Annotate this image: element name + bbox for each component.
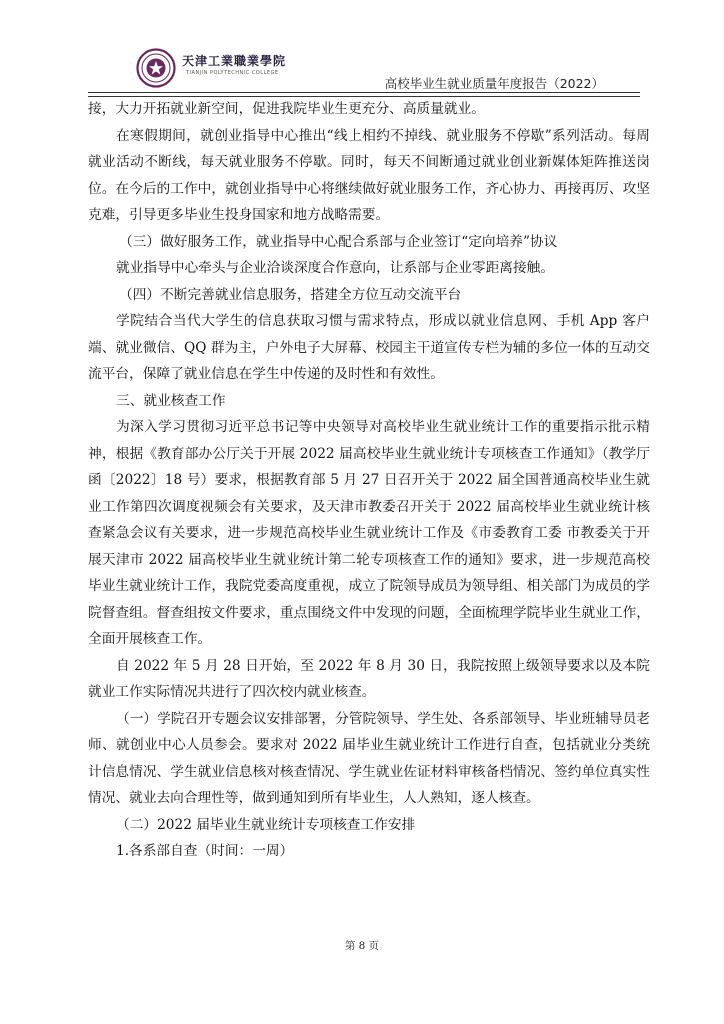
section-heading: （四）不断完善就业信息服务，搭建全方位互动交流平台 bbox=[119, 286, 462, 303]
header-rule-thick bbox=[88, 92, 640, 93]
paragraph: 学院结合当代大学生的信息获取习惯与需求特点，形成以就业信息网、手机 App 客户端、就业微信、QQ 群为主，户外电子大屏幕、校园主干道宣传专栏为辅的多位一体的互动交流平台，保障了就业信息在学生中传递的及时性和有效性。 bbox=[88, 313, 650, 382]
college-logo-icon bbox=[136, 48, 176, 88]
paragraph: 就业指导中心牵头与企业洽谈深度合作意向，让系部与企业零距离接触。 bbox=[116, 260, 555, 276]
college-logo-subtext: TIANJIN POLYTECHNIC COLLEGE bbox=[186, 70, 279, 76]
paragraph: （一）学院召开专题会议安排部署，分管院领导、学生处、各系部领导、毕业班辅导员老师、就创业中心人员参会。要求对 2022 届毕业生就业统计工作进行自查，包括就业分类统计信息情况、学生就业信息核对核查情况、学生就业佐证材料审核备档情况、签约单位真实性情况、就业去向合理性等，做到通知到所有毕业生，人人熟知，逐人核查。 bbox=[88, 710, 650, 806]
body-text bbox=[88, 96, 650, 865]
college-logo-text: 天津工業職業學院 bbox=[182, 54, 287, 68]
section-heading: 三、就业核查工作 bbox=[116, 392, 226, 409]
page-number: 第 8 页 bbox=[344, 940, 380, 952]
paragraph: 在寒假期间，就创业指导中心推出“线上相约不掉线、就业服务不停歇”系列活动。每周就业活动不断线，每天就业服务不停歇。同时，每天不间断通过就业创业新媒体矩阵推送岗位。在今后的工作中，就创业指导中心将继续做好就业服务工作，齐心协力、再接再厉、攻坚克难，引导更多毕业生投身国家和地方战略需要。 bbox=[88, 127, 650, 223]
paragraph: 自 2022 年 5 月 28 日开始，至 2022 年 8 月 30 日，我院按照上级领导要求以及本院就业工作实际情况共进行了四次校内就业核查。 bbox=[88, 657, 650, 700]
section-heading: （三）做好服务工作，就业指导中心配合系部与企业签订“定向培养”协议 bbox=[119, 233, 558, 250]
page-header bbox=[88, 44, 640, 94]
section-heading: （二）2022 届毕业生就业统计专项核查工作安排 bbox=[116, 816, 416, 833]
paragraph: 接，大力开拓就业新空间，促进我院毕业生更充分、高质量就业。 bbox=[88, 101, 485, 117]
section-heading: 1.各系部自查（时间：一周） bbox=[116, 843, 294, 859]
paragraph: 为深入学习贯彻习近平总书记等中央领导对高校毕业生就业统计工作的重要指示批示精神，根据《教育部办公厅关于开展 2022 届高校毕业生就业统计专项核查工作通知》（教学厅函〔2022〕18 号）要求，根据教育部 5 月 27 日召开关于 2022 届全国普通高校毕业生就业工作第四次调度视频会有关要求，及天津市教委召开关于 2022 届高校毕业生就业统计核查紧急会议有关要求，进一步规范高校毕业生就业统计工作及《市委教育工委 市教委关于开展天津市 2022 届高校毕业生就业统计第二轮专项核查工作的通知》要求，进一步规范高校毕业生就业统计工作，我院党委高度重视，成立了院领导成员为领导组、相关部门为成员的学院督查组。督查组按文件要求，重点围绕文件中发现的问题，全面梳理学院毕业生就业工作，全面开展核查工作。 bbox=[88, 419, 650, 647]
report-title: 高校毕业生就业质量年度报告（2022） bbox=[384, 76, 604, 91]
